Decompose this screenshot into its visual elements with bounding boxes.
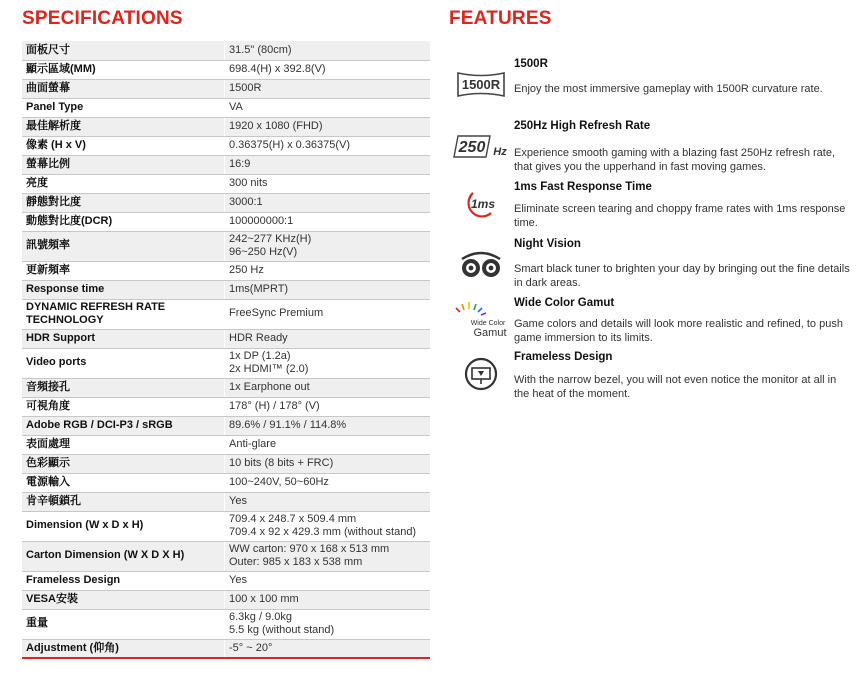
spec-row bbox=[22, 329, 430, 348]
spec-value bbox=[225, 231, 431, 261]
spec-row bbox=[22, 416, 430, 435]
spec-label: 曲面螢幕 bbox=[22, 79, 225, 98]
spec-label: Response time bbox=[22, 280, 225, 299]
spec-label: Adjustment (仰角) bbox=[22, 639, 225, 658]
spec-value-line: 2x HDMI™ (2.0) bbox=[229, 363, 309, 375]
feature-wide-color-gamut bbox=[452, 297, 852, 349]
spec-value bbox=[225, 136, 431, 155]
spec-value-line: 698.4(H) x 392.8(V) bbox=[229, 62, 326, 75]
svg-text:250: 250 bbox=[458, 139, 486, 156]
svg-text:1ms: 1ms bbox=[470, 197, 496, 211]
spec-label: 肯辛頓鎖孔 bbox=[22, 492, 225, 511]
feature-description: Experience smooth gaming with a blazing fast 250Hz refresh rate, that gives you the upperhand in fast moving games. bbox=[514, 147, 835, 173]
spec-value-line: 100~240V, 50~60Hz bbox=[229, 475, 329, 488]
frameless-design-icon bbox=[452, 354, 510, 394]
spec-row bbox=[22, 609, 430, 639]
feature-1ms bbox=[452, 181, 852, 233]
spec-row bbox=[22, 299, 430, 329]
spec-value-line: 709.4 x 248.7 x 509.4 mm bbox=[229, 512, 357, 525]
spec-value bbox=[225, 609, 431, 639]
spec-row bbox=[22, 280, 430, 299]
spec-value bbox=[225, 590, 431, 609]
spec-label: Carton Dimension (W X D X H) bbox=[22, 541, 225, 571]
svg-text:Hz: Hz bbox=[493, 146, 507, 158]
1ms-icon bbox=[452, 183, 510, 223]
spec-value bbox=[225, 571, 431, 590]
feature-title: Night Vision bbox=[514, 238, 581, 250]
spec-value-line: 1ms(MPRT) bbox=[229, 282, 289, 295]
spec-value bbox=[225, 511, 431, 541]
spec-value-line: 3000:1 bbox=[229, 195, 263, 208]
spec-row bbox=[22, 397, 430, 416]
spec-value bbox=[225, 60, 431, 79]
spec-value-line: 0.36375(H) x 0.36375(V) bbox=[229, 138, 351, 151]
spec-value-line: Outer: 985 x 183 x 538 mm bbox=[229, 556, 363, 568]
spec-row bbox=[22, 378, 430, 397]
spec-value bbox=[225, 98, 431, 117]
spec-label: 表面處理 bbox=[22, 435, 225, 454]
curved-1500r-icon bbox=[452, 64, 510, 104]
spec-label: 面板尺寸 bbox=[22, 41, 225, 60]
spec-value-line: 1x DP (1.2a) bbox=[229, 349, 291, 362]
feature-title: 1ms Fast Response Time bbox=[514, 181, 652, 193]
spec-value bbox=[225, 473, 431, 492]
spec-value-line: 16:9 bbox=[229, 157, 251, 170]
spec-label: 螢幕比例 bbox=[22, 155, 225, 174]
feature-description: Game colors and details will look more realistic and refined, to push game immersion to its limits. bbox=[514, 318, 843, 344]
night-vision-icon bbox=[452, 244, 510, 284]
spec-row bbox=[22, 136, 430, 155]
spec-row bbox=[22, 590, 430, 609]
250hz-icon bbox=[452, 126, 510, 166]
spec-value-line: Yes bbox=[229, 573, 247, 586]
spec-row bbox=[22, 511, 430, 541]
spec-value-line: FreeSync Premium bbox=[229, 307, 324, 320]
spec-label: 最佳解析度 bbox=[22, 117, 225, 136]
spec-value-line: 89.6% / 91.1% / 114.8% bbox=[229, 418, 347, 431]
spec-value-line: 1500R bbox=[229, 81, 262, 94]
spec-value bbox=[225, 541, 431, 571]
spec-value-line: WW carton: 970 x 168 x 513 mm bbox=[229, 542, 390, 555]
spec-label: Frameless Design bbox=[22, 571, 225, 590]
svg-text:1500R: 1500R bbox=[461, 77, 501, 92]
spec-value-line: 242~277 KHz(H) bbox=[229, 232, 312, 245]
feature-description: Enjoy the most immersive gameplay with 1500R curvature rate. bbox=[514, 83, 823, 95]
svg-text:Gamut: Gamut bbox=[473, 327, 507, 339]
feature-night-vision bbox=[452, 238, 852, 292]
spec-label: 靜態對比度 bbox=[22, 193, 225, 212]
spec-value bbox=[225, 193, 431, 212]
spec-label: 顯示區域(MM) bbox=[22, 60, 225, 79]
spec-row bbox=[22, 435, 430, 454]
feature-description: Smart black tuner to brighten your day by bringing out the fine details in dark areas. bbox=[514, 263, 850, 289]
spec-value bbox=[225, 397, 431, 416]
spec-value bbox=[225, 261, 431, 280]
spec-value-line: 5.5 kg (without stand) bbox=[229, 624, 335, 636]
spec-value bbox=[225, 435, 431, 454]
spec-label: 音頻接孔 bbox=[22, 378, 225, 397]
spec-value bbox=[225, 79, 431, 98]
spec-row bbox=[22, 212, 430, 231]
spec-value-line: 300 nits bbox=[229, 176, 268, 189]
spec-value-line: 31.5" (80cm) bbox=[229, 43, 292, 56]
spec-value-line: 6.3kg / 9.0kg bbox=[229, 610, 292, 623]
spec-row bbox=[22, 193, 430, 212]
spec-value bbox=[225, 639, 431, 658]
svg-text:Wide Color: Wide Color bbox=[470, 320, 506, 327]
spec-value-line: 250 Hz bbox=[229, 263, 264, 276]
spec-value bbox=[225, 117, 431, 136]
spec-value bbox=[225, 348, 431, 378]
specifications-table bbox=[22, 41, 430, 659]
spec-value bbox=[225, 454, 431, 473]
spec-value-line: 709.4 x 92 x 429.3 mm (without stand) bbox=[229, 526, 417, 538]
spec-label: Adobe RGB / DCI-P3 / sRGB bbox=[22, 416, 225, 435]
spec-row bbox=[22, 231, 430, 261]
spec-value-line: 1920 x 1080 (FHD) bbox=[229, 119, 323, 132]
spec-value bbox=[225, 416, 431, 435]
features-heading: FEATURES bbox=[449, 8, 552, 29]
spec-label: 動態對比度(DCR) bbox=[22, 212, 225, 231]
spec-label: VESA安裝 bbox=[22, 590, 225, 609]
spec-value bbox=[225, 492, 431, 511]
spec-value-line: 178° (H) / 178° (V) bbox=[229, 399, 320, 412]
spec-label: DYNAMIC REFRESH RATE TECHNOLOGY bbox=[22, 299, 225, 329]
spec-row bbox=[22, 79, 430, 98]
specifications-heading: SPECIFICATIONS bbox=[22, 8, 183, 29]
spec-value bbox=[225, 41, 431, 60]
spec-label: Video ports bbox=[22, 348, 225, 378]
spec-label: 電源輸入 bbox=[22, 473, 225, 492]
spec-value-line: -5° ~ 20° bbox=[229, 641, 273, 654]
spec-value-line: 100 x 100 mm bbox=[229, 592, 299, 605]
feature-title: Frameless Design bbox=[514, 351, 613, 363]
feature-frameless-design bbox=[452, 351, 852, 403]
spec-label: 可視角度 bbox=[22, 397, 225, 416]
spec-row bbox=[22, 98, 430, 117]
spec-value bbox=[225, 155, 431, 174]
spec-value-line: 1x Earphone out bbox=[229, 380, 310, 393]
spec-row bbox=[22, 348, 430, 378]
feature-title: 250Hz High Refresh Rate bbox=[514, 120, 651, 132]
spec-row bbox=[22, 492, 430, 511]
spec-row bbox=[22, 639, 430, 658]
feature-description: With the narrow bezel, you will not even notice the monitor at all in the heat of the moment. bbox=[514, 374, 837, 400]
spec-value bbox=[225, 299, 431, 329]
spec-label: 像素 (H x V) bbox=[22, 136, 225, 155]
spec-value bbox=[225, 329, 431, 348]
spec-value-line: Yes bbox=[229, 494, 247, 507]
spec-value-line: Anti-glare bbox=[229, 437, 277, 450]
spec-row bbox=[22, 541, 430, 571]
spec-label: 亮度 bbox=[22, 174, 225, 193]
spec-row bbox=[22, 571, 430, 590]
spec-value bbox=[225, 378, 431, 397]
spec-row bbox=[22, 473, 430, 492]
spec-label: 訊號頻率 bbox=[22, 231, 225, 261]
spec-value-line: 96~250 Hz(V) bbox=[229, 246, 298, 258]
spec-row bbox=[22, 454, 430, 473]
spec-label: 重量 bbox=[22, 609, 225, 639]
spec-row bbox=[22, 60, 430, 79]
spec-label: 更新頻率 bbox=[22, 261, 225, 280]
spec-label: HDR Support bbox=[22, 329, 225, 348]
spec-value bbox=[225, 212, 431, 231]
spec-value-line: VA bbox=[229, 100, 243, 113]
feature-1500r bbox=[452, 58, 852, 114]
feature-description: Eliminate screen tearing and choppy frame rates with 1ms response time. bbox=[514, 203, 846, 229]
feature-250hz bbox=[452, 120, 852, 176]
spec-value-line: 100000000:1 bbox=[229, 214, 294, 227]
spec-value bbox=[225, 280, 431, 299]
spec-label: Dimension (W x D x H) bbox=[22, 511, 225, 541]
spec-row bbox=[22, 261, 430, 280]
spec-row bbox=[22, 155, 430, 174]
wide-color-gamut-icon bbox=[452, 299, 510, 339]
spec-row bbox=[22, 41, 430, 60]
feature-title: Wide Color Gamut bbox=[514, 297, 615, 309]
feature-title: 1500R bbox=[514, 58, 548, 70]
spec-row bbox=[22, 174, 430, 193]
spec-value-line: HDR Ready bbox=[229, 331, 288, 344]
spec-label: 色彩顯示 bbox=[22, 454, 225, 473]
spec-label: Panel Type bbox=[22, 98, 225, 117]
spec-row bbox=[22, 117, 430, 136]
spec-value-line: 10 bits (8 bits + FRC) bbox=[229, 456, 334, 469]
spec-value bbox=[225, 174, 431, 193]
